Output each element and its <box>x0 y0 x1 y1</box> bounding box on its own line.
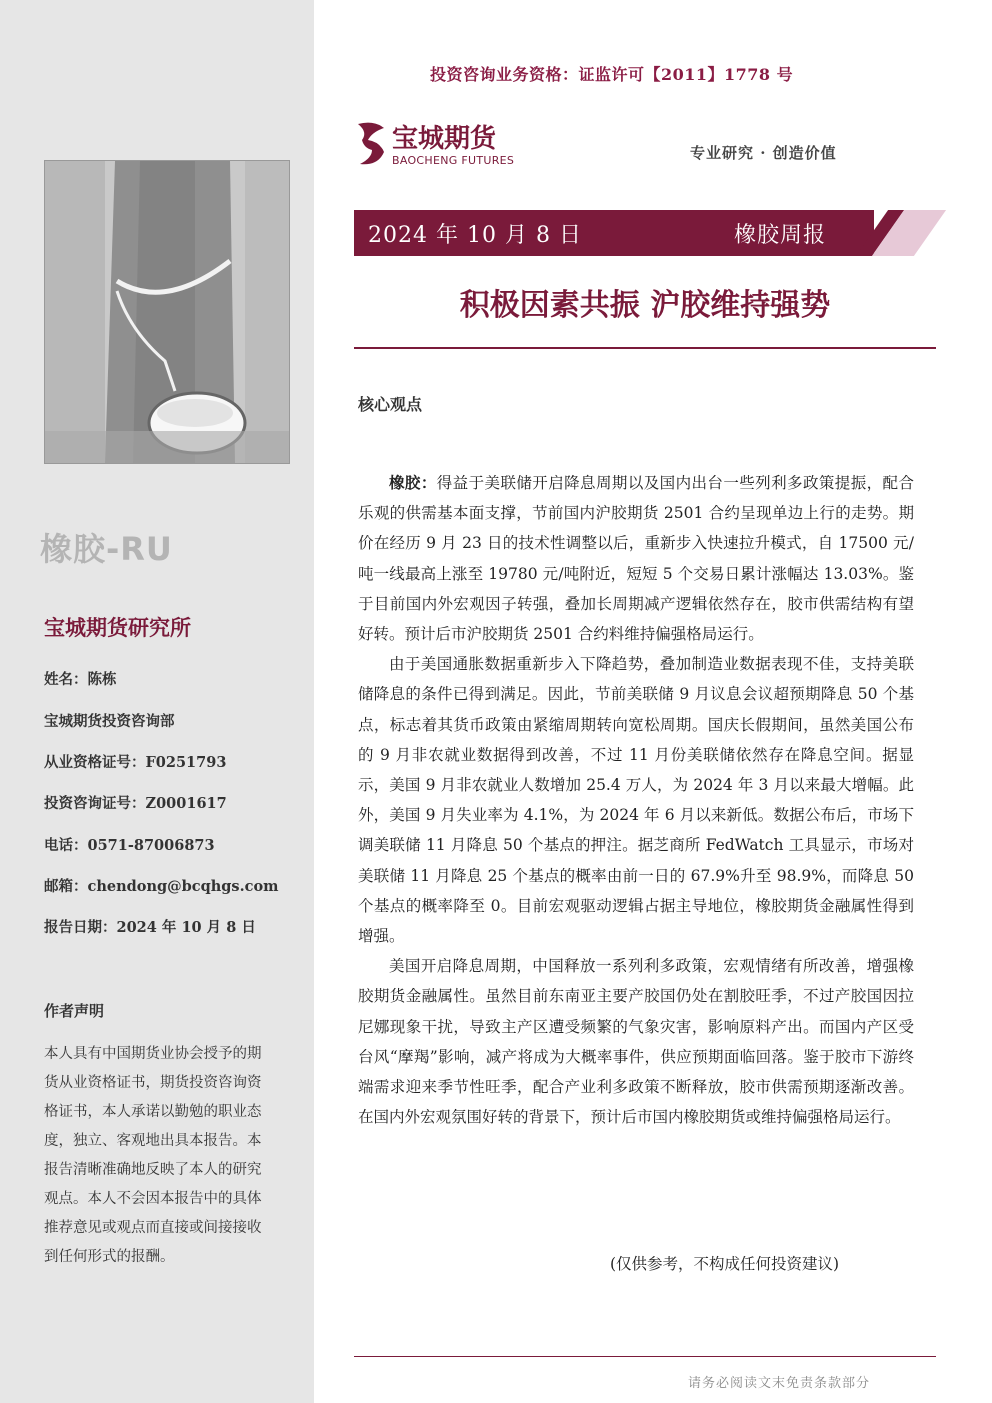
logo-text-cn: 宝城期货 <box>392 124 497 154</box>
qualification-number: 从业资格证号：F0251793 <box>44 754 227 771</box>
consulting-number: 投资咨询证号：Z0001617 <box>44 795 227 812</box>
institute-name: 宝城期货研究所 <box>44 616 191 640</box>
investment-disclaimer: (仅供参考，不构成任何投资建议) <box>610 1255 840 1273</box>
email: 邮箱：chendong@bcqhgs.com <box>44 878 279 895</box>
analyst-name: 姓名：陈栋 <box>44 671 117 688</box>
report-body <box>358 468 914 1132</box>
paragraph-2: 由于美国通胀数据重新步入下降趋势，叠加制造业数据表现不佳，支持美联储降息的条件已得到满足。因此，节前美联储 9 月议息会议超预期降息 50 个基点，标志着其货币政策由紧缩周期转向宽松周期。国庆长假期间，虽然美国公布的 9 月非农就业数据得到改善，不过 11 月份美联储依然存在降息空间。据显示，美国 9 月非农就业人数增加 25.4 万人，为 2024 年 3 月以来最大增幅。此外，美国 9 月失业率为 4.1%，为 2024 年 6 月以来新低。数据公布后，市场下调美联储 11 月降息 50 个基点的押注。据芝商所 FedWatch 工具显示，市场对美联储 11 月降息 25 个基点的概率由前一日的 67.9%升至 98.9%，而降息 50 个基点的概率降至 0。目前宏观驱动逻辑占据主导地位，橡胶期货金融属性得到增强。 <box>358 655 914 946</box>
report-title: 积极因素共振 沪胶维持强势 <box>459 288 831 323</box>
footer-note: 请务必阅读文末免责条款部分 <box>688 1376 871 1391</box>
rubber-tapping-image <box>45 161 289 463</box>
logo-text-en: BAOCHENG FUTURES <box>392 154 515 167</box>
declaration-text: 本人具有中国期货业协会授予的期货从业资格证书，期货投资咨询资格证书，本人承诺以勤勉的职业态度，独立、客观地出具本报告。本报告清晰准确地反映了本人的研究观点。本人不会因本报告中的具体推荐意见或观点而直接或间接接收到任何形式的报酬。 <box>44 1046 262 1265</box>
sidebar <box>0 0 314 1403</box>
department: 宝城期货投资咨询部 <box>44 713 175 730</box>
report-date: 报告日期：2024 年 10 月 8 日 <box>44 919 256 936</box>
band-date: 2024 年 10 月 8 日 <box>368 223 582 248</box>
slogan: 专业研究 · 创造价值 <box>690 144 837 162</box>
phone: 电话：0571-87006873 <box>44 837 215 854</box>
paragraph-3: 美国开启降息周期，中国释放一系列利多政策，宏观情绪有所改善，增强橡胶期货金融属性。虽然目前东南亚主要产胶国仍处在割胶旺季，不过产胶国因拉尼娜现象干扰，导致主产区遭受频繁的气象灾害，影响原料产出。而国内产区受台风“摩羯”影响，减产将成为大概率事件，供应预期面临回落。鉴于胶市下游终端需求迎来季节性旺季，配合产业利多政策不断释放，胶市供需预期逐渐改善。在国内外宏观氛围好转的背景下，预计后市国内橡胶期货或维持偏强格局运行。 <box>358 957 914 1127</box>
license-line: 投资咨询业务资格：证监许可【2011】1778 号 <box>430 65 794 84</box>
core-view-heading: 核心观点 <box>358 395 423 414</box>
declaration-title: 作者声明 <box>44 1002 105 1020</box>
paragraph-1 <box>358 468 914 649</box>
rubber-tree-photo <box>44 160 290 464</box>
paragraph-1-text: 得益于美联储开启降息周期以及国内出台一些列利多政策提振，配合乐观的供需基本面支撑，节前国内沪胶期货 2501 合约呈现单边上行的走势。期价在经历 9 月 23 日的技术性调整以后，重新步入快速拉升模式，自 17500 元/吨一线最高上涨至 19780 元/吨附近，短短 5 个交易日累计涨幅达 13.03%。鉴于目前国内外宏观因子转强，叠加长周期减产逻辑依然存在，胶市供需结构有望好转。预计后市沪胶期货 2501 合约料维持偏强格局运行。 <box>358 474 914 644</box>
product-name: 橡胶-RU <box>40 530 173 568</box>
title-divider <box>354 347 936 349</box>
footer-divider <box>354 1356 936 1357</box>
paragraph-lead: 橡胶： <box>389 473 437 492</box>
report-type: 橡胶周报 <box>734 223 827 248</box>
